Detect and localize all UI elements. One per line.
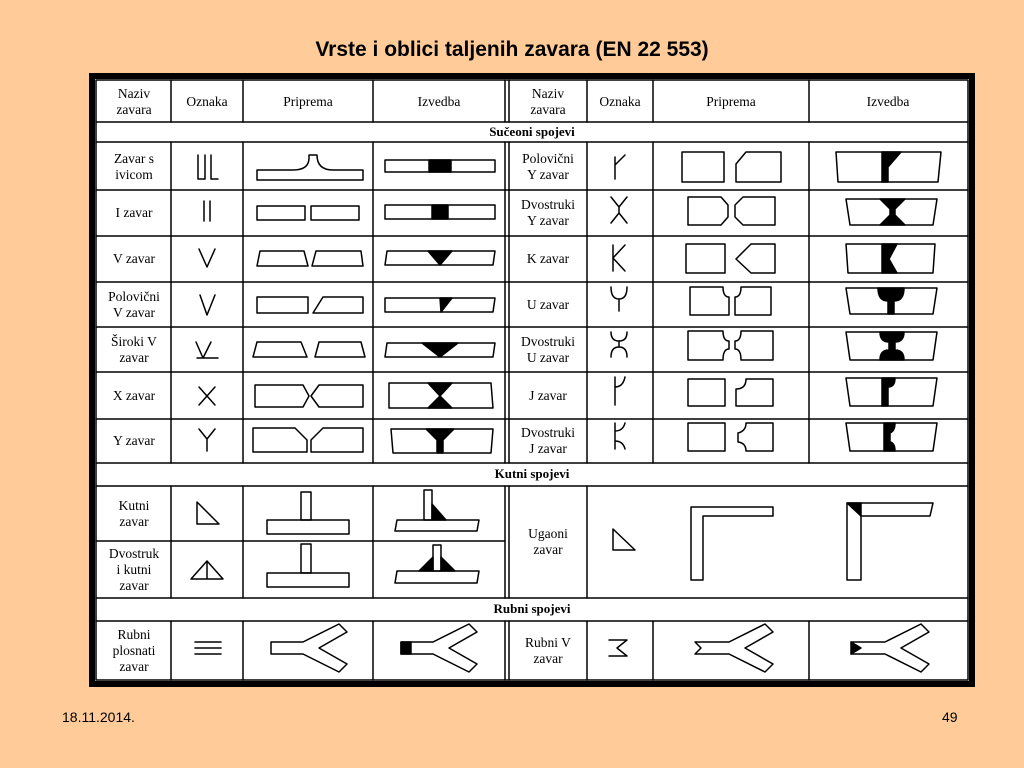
v-butt-exec (385, 251, 495, 265)
weld-name: Dvostruki Y zavar (521, 197, 575, 228)
half-v-exec (385, 298, 495, 312)
corner-fillet-symbol (613, 529, 635, 550)
weld-name: K zavar (526, 251, 570, 266)
v-butt-prep (257, 251, 363, 266)
corner-fillet-exec (847, 503, 933, 580)
double-fillet-exec (395, 545, 479, 583)
slide-page-number: 49 (942, 709, 958, 725)
k-butt-symbol (613, 245, 625, 271)
fillet-prep (267, 492, 349, 534)
half-v-prep (257, 297, 363, 313)
half-y-prep (682, 152, 781, 182)
weld-name: Kutni zavar (118, 497, 150, 529)
header-priprema-right: Priprema (706, 93, 756, 109)
v-edge-symbol (609, 640, 627, 656)
u-butt-symbol (611, 287, 627, 311)
square-butt-symbol (204, 201, 210, 221)
double-fillet-prep (267, 544, 349, 587)
broad-v-prep (253, 342, 365, 357)
header-oznaka-left: Oznaka (186, 93, 228, 109)
double-j-symbol (615, 423, 625, 449)
weld-name: J zavar (529, 387, 567, 403)
flanged-prep (257, 155, 363, 180)
section-edge-joints: Rubni spojevi (493, 601, 571, 616)
v-edge-exec (851, 624, 929, 672)
fillet-exec (395, 490, 479, 531)
double-u-symbol (611, 332, 627, 357)
j-butt-symbol (615, 377, 625, 405)
weld-name: X zavar (112, 387, 156, 403)
j-butt-prep (688, 379, 773, 406)
y-butt-prep (253, 428, 363, 452)
header-naziv-right: Naziv zavara (530, 85, 566, 117)
broad-v-symbol (196, 342, 218, 358)
weld-name: Dvostruki J zavar (521, 425, 575, 456)
square-butt-prep (257, 206, 359, 220)
header-izvedba-right: Izvedba (866, 93, 910, 109)
flanged-weld-symbol (198, 155, 218, 179)
v-edge-prep (695, 624, 773, 672)
double-v-symbol (199, 387, 215, 405)
weld-name: Polovični V zavar (108, 288, 160, 320)
flat-edge-symbol (195, 642, 221, 654)
header-priprema-left: Priprema (283, 93, 333, 109)
u-butt-exec (846, 288, 937, 314)
double-y-symbol (611, 197, 627, 223)
slide-date: 18.11.2014. (62, 709, 135, 725)
flanged-exec (385, 160, 495, 172)
weld-name: V zavar (112, 251, 156, 266)
weld-name: Y zavar (113, 433, 155, 448)
square-butt-exec (385, 205, 495, 219)
half-v-symbol (200, 295, 215, 315)
y-butt-exec (391, 429, 493, 453)
weld-name: Polovični Y zavar (522, 150, 574, 182)
weld-name: Rubni V zavar (525, 634, 571, 666)
weld-name: Ugaoni zavar (528, 526, 568, 557)
u-butt-prep (690, 287, 771, 315)
k-butt-prep (686, 244, 775, 273)
double-v-prep (255, 385, 363, 407)
double-y-exec (846, 199, 937, 225)
section-fillet-joints: Kutni spojevi (494, 466, 570, 481)
half-y-symbol (615, 155, 625, 179)
header-naziv-left: Naziv zavara (116, 85, 152, 117)
flat-edge-prep (271, 624, 347, 672)
double-u-exec (846, 332, 937, 360)
weld-name: I zavar (115, 205, 153, 220)
double-j-exec (846, 423, 937, 451)
j-butt-exec (846, 378, 937, 406)
weld-types-table (95, 79, 969, 681)
k-butt-exec (846, 244, 935, 273)
v-butt-symbol (199, 249, 215, 267)
section-butt-joints: Sučeoni spojevi (489, 124, 575, 139)
slide-title: Vrste i oblici taljenih zavara (EN 22 553) (315, 38, 709, 61)
header-oznaka-right: Oznaka (599, 93, 641, 109)
fillet-symbol (197, 502, 219, 524)
header-izvedba-left: Izvedba (417, 93, 461, 109)
weld-name: Dvostruk i kutni zavar (108, 545, 160, 593)
double-u-prep (688, 331, 773, 360)
y-butt-symbol (199, 429, 215, 451)
weld-name: Zavar s ivicom (113, 150, 155, 182)
weld-name: U zavar (526, 296, 570, 312)
weld-name: Dvostruki U zavar (521, 333, 575, 365)
flat-edge-exec (401, 624, 477, 672)
broad-v-exec (385, 343, 495, 357)
double-fillet-symbol (191, 561, 223, 579)
weld-name: Široki V zavar (111, 333, 157, 365)
double-v-exec (389, 383, 493, 408)
double-y-prep (688, 197, 775, 225)
half-y-exec (836, 152, 941, 182)
double-j-prep (688, 423, 773, 451)
weld-name: Rubni plosnati zavar (112, 626, 156, 674)
corner-fillet-prep (691, 507, 773, 580)
